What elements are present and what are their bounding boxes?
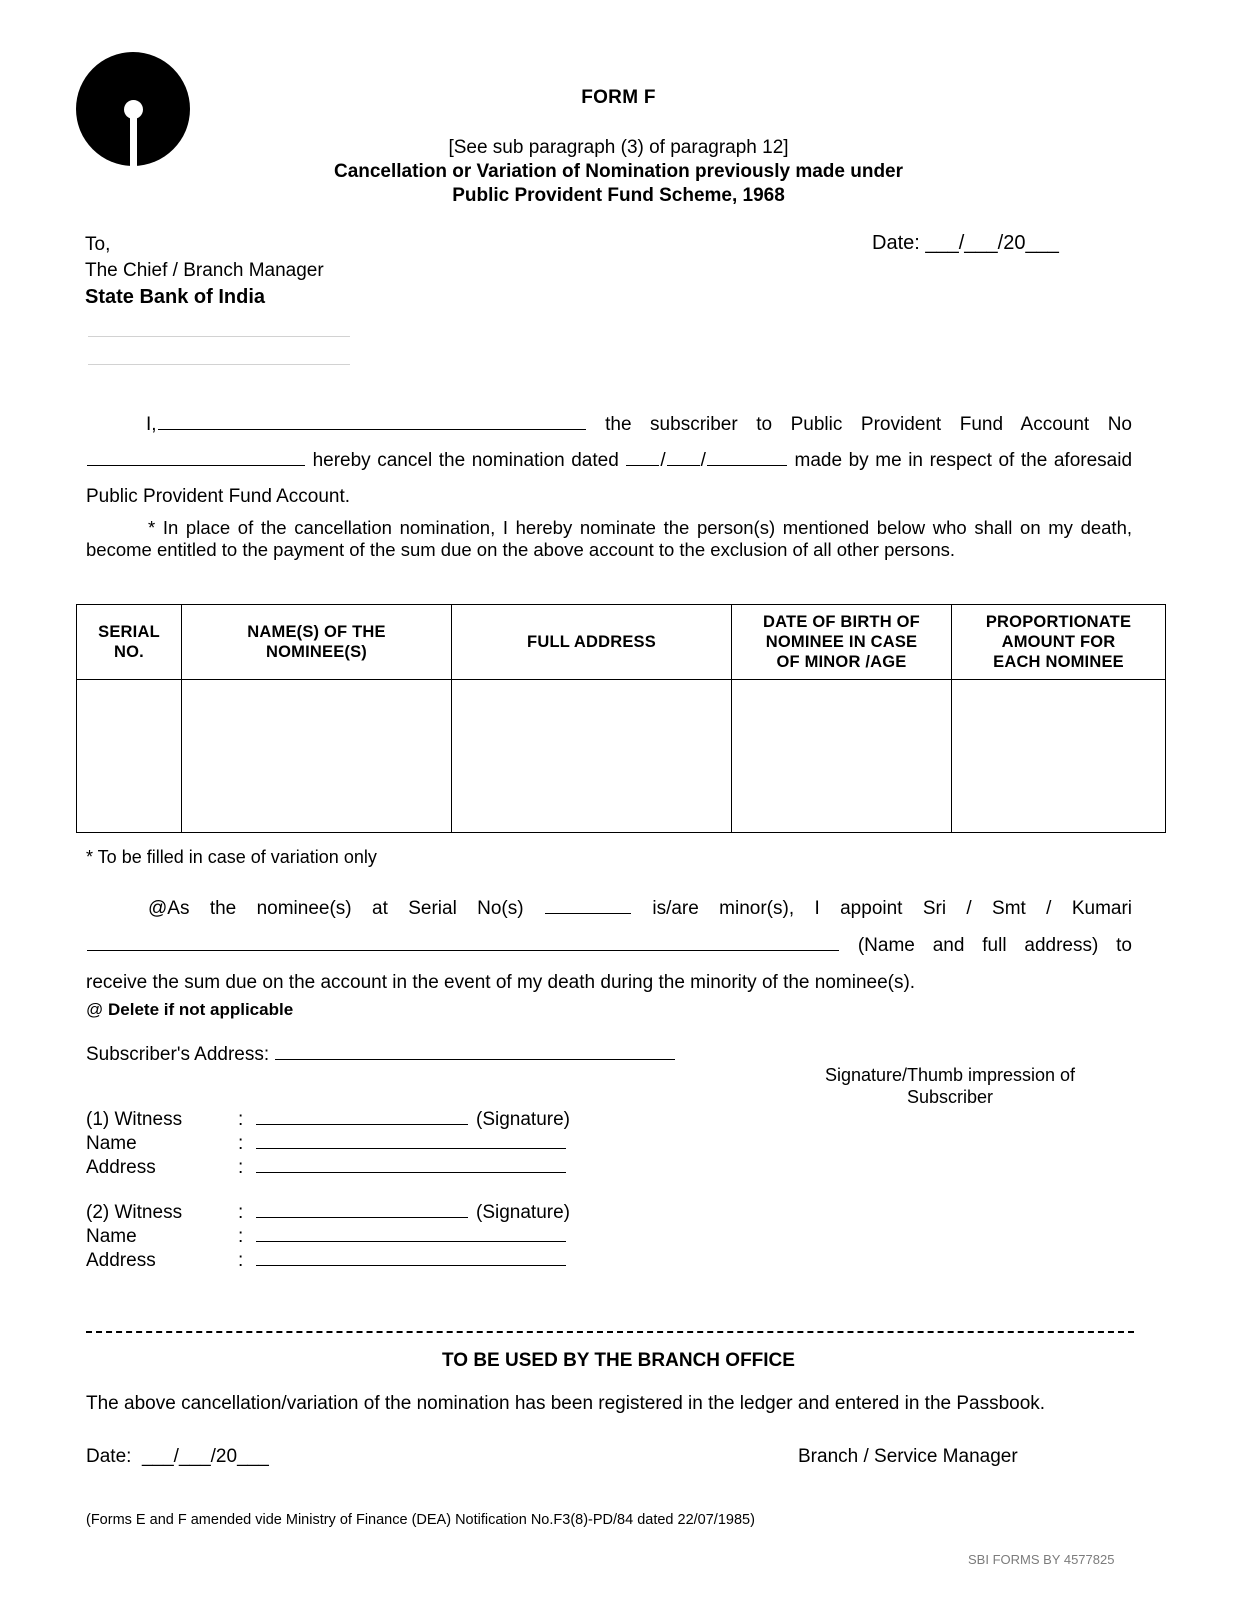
cell-full-address[interactable] — [452, 680, 732, 833]
header-line: SERIAL — [98, 623, 160, 641]
nomination-paragraph — [86, 517, 1132, 561]
witness-1-colon: : — [238, 1157, 244, 1178]
cell-date-of-birth[interactable] — [732, 680, 952, 833]
witness-2-signature-row — [86, 1200, 570, 1224]
witness-1-name-label: Name — [86, 1133, 137, 1154]
subscriber-name-blank[interactable] — [158, 412, 586, 430]
witness-1-signature-blank[interactable] — [256, 1107, 468, 1125]
header-line: NAME(S) OF THE — [247, 623, 386, 641]
subtitle-line-1: Cancellation or Variation of Nomination previously made under — [333, 161, 904, 182]
header-line: NOMINEE IN CASE — [765, 633, 918, 651]
branch-office-title: TO BE USED BY THE BRANCH OFFICE — [442, 1350, 795, 1371]
header-line: NO. — [114, 643, 144, 661]
table-header-nominee-names — [182, 605, 452, 680]
witness-1-name-blank[interactable] — [256, 1131, 566, 1149]
branch-address-line-1[interactable] — [88, 336, 350, 337]
minor-para-last-line: receive the sum due on the account in the event of my death during the minority of the nominee(s). — [86, 972, 916, 993]
declaration-paragraph: I, the subscriber to Public Provident Fund Account No hereby cancel the nomination dated / / made by me in respect of the aforesaid Public Provident Fund Account. — [86, 414, 1133, 507]
nomination-date-month-blank[interactable] — [667, 448, 700, 466]
account-number-blank[interactable] — [87, 448, 305, 466]
witness-2-signature-tag: (Signature) — [476, 1202, 570, 1223]
witness-2-title: (2) Witness — [86, 1202, 183, 1223]
witness-2-group — [86, 1200, 570, 1272]
table-header-serial-no — [77, 605, 182, 680]
witness-1-colon: : — [238, 1133, 244, 1154]
header-line: NOMINEE(S) — [266, 643, 367, 661]
witness-2-name-row — [86, 1224, 570, 1248]
table-header-row — [77, 605, 1166, 680]
declaration-after-name: the subscriber to Public Provident Fund Account No — [605, 414, 1132, 435]
delete-note-symbol: @ — [86, 1000, 104, 1019]
nominee-table — [76, 604, 1166, 833]
addressee-manager: The Chief / Branch Manager — [85, 260, 324, 281]
nomination-paragraph-text: * In place of the cancellation nomination, I hereby nominate the person(s) mentioned below who shall on my death, become entitled to the payment of the sum due on the above account to the exclusion of all other persons. — [86, 517, 1132, 560]
header-line: EACH NOMINEE — [993, 653, 1124, 671]
date-field-top[interactable]: Date: ___/___/20___ — [872, 232, 1059, 254]
declaration-hereby-cancel: hereby cancel the nomination dated — [312, 450, 619, 471]
witness-2-colon: : — [238, 1226, 244, 1247]
subscriber-signature-caption — [780, 1064, 1120, 1108]
header-line: AMOUNT FOR — [1001, 633, 1116, 651]
date-field-bottom[interactable]: Date: ___/___/20___ — [86, 1446, 269, 1467]
branch-office-registered-text: The above cancellation/variation of the nomination has been registered in the ledger and entered in the Passbook. — [86, 1393, 1046, 1414]
header-line: DATE OF BIRTH OF — [763, 613, 920, 631]
nomination-date-day-blank[interactable] — [626, 448, 659, 466]
table-header-date-of-birth — [732, 605, 952, 680]
witness-1-address-blank[interactable] — [256, 1155, 566, 1173]
witness-2-address-blank[interactable] — [256, 1248, 566, 1266]
branch-address-line-2[interactable] — [88, 364, 350, 365]
amendment-footnote: (Forms E and F amended vide Ministry of Finance (DEA) Notification No.F3(8)-PD/84 dated 22/07/1985) — [86, 1512, 755, 1528]
header-line: PROPORTIONATE — [985, 613, 1132, 631]
subscriber-address-label: Subscriber's Address: — [86, 1044, 270, 1065]
witness-2-colon: : — [238, 1202, 244, 1223]
declaration-made-by: made by me in respect — [794, 450, 992, 471]
form-title: FORM F — [581, 87, 656, 108]
subtitle-reference: [See sub paragraph (3) of paragraph 12] — [448, 137, 789, 158]
cell-serial-no[interactable] — [77, 680, 182, 833]
witness-1-signature-tag: (Signature) — [476, 1109, 570, 1130]
form-subtitle-block — [0, 136, 1237, 208]
witness-1-title: (1) Witness — [86, 1109, 183, 1130]
minor-serial-no-blank[interactable] — [545, 896, 631, 914]
variation-note: * To be filled in case of variation only — [86, 847, 377, 867]
witness-1-address-row — [86, 1155, 570, 1179]
signature-caption-line-1: Signature/Thumb impression of — [824, 1065, 1076, 1085]
branch-service-manager-label: Branch / Service Manager — [798, 1446, 1018, 1467]
cell-proportionate-amount[interactable] — [952, 680, 1166, 833]
table-header-full-address — [452, 605, 732, 680]
addressee-to: To, — [85, 234, 111, 255]
addressee-block — [85, 232, 324, 310]
witness-1-group — [86, 1107, 570, 1179]
delete-note-text: Delete if not applicable — [108, 1000, 294, 1019]
witness-1-colon: : — [238, 1109, 244, 1130]
witness-2-address-row — [86, 1248, 570, 1272]
header-line: FULL ADDRESS — [527, 633, 656, 651]
guardian-name-address-blank[interactable] — [87, 933, 839, 951]
sbi-forms-code: SBI FORMS BY 4577825 — [968, 1552, 1115, 1567]
witness-2-address-label: Address — [86, 1250, 156, 1271]
witness-2-signature-blank[interactable] — [256, 1200, 468, 1218]
table-header-proportionate-amount — [952, 605, 1166, 680]
addressee-bank: State Bank of India — [85, 286, 266, 308]
nomination-date-year-blank[interactable] — [707, 448, 787, 466]
subscriber-address-blank[interactable] — [275, 1042, 675, 1060]
minor-name-address-label: (Name and full address) to — [857, 935, 1133, 956]
witness-2-colon: : — [238, 1250, 244, 1271]
signature-caption-line-2: Subscriber — [906, 1087, 994, 1107]
declaration-i-label: I, — [146, 414, 157, 435]
section-divider — [86, 1331, 1134, 1333]
witness-1-address-label: Address — [86, 1157, 156, 1178]
cell-nominee-name[interactable] — [182, 680, 452, 833]
witness-2-name-label: Name — [86, 1226, 137, 1247]
header-line: OF MINOR /AGE — [776, 653, 907, 671]
declaration-last-line: of the aforesaid Public Provident Fund Account. — [86, 450, 1133, 507]
minor-para-prefix: @As the nominee(s) at Serial No(s) — [148, 898, 524, 919]
witness-2-name-blank[interactable] — [256, 1224, 566, 1242]
subtitle-line-2: Public Provident Fund Scheme, 1968 — [452, 185, 785, 206]
witness-1-signature-row — [86, 1107, 570, 1131]
delete-if-not-applicable-note — [86, 1000, 293, 1020]
minor-para-middle: is/are minor(s), I appoint Sri / Smt / Kumari — [652, 898, 1133, 919]
minor-guardian-paragraph — [86, 890, 1132, 1001]
table-row — [77, 680, 1166, 833]
subscriber-address-row — [86, 1042, 676, 1066]
witness-1-name-row — [86, 1131, 570, 1155]
